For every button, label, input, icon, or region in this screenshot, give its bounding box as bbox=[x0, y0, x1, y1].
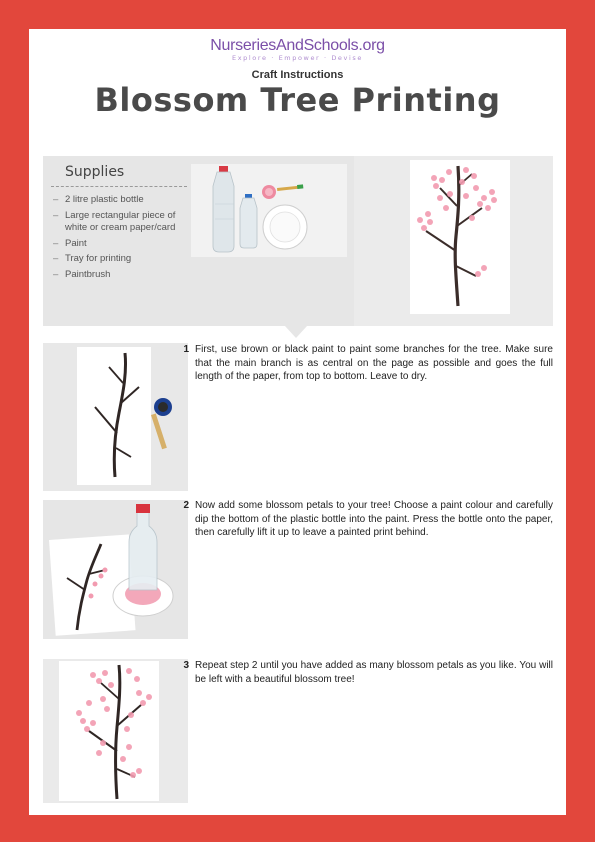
finished-tree-photo bbox=[354, 156, 553, 326]
page-title: Blossom Tree Printing bbox=[94, 81, 501, 119]
speech-pointer bbox=[285, 326, 307, 338]
brand-tagline: Explore · Empower · Devise bbox=[232, 54, 363, 62]
brand-logo[interactable]: NurseriesAndSchools.org bbox=[210, 37, 385, 54]
step-2-number: 2 bbox=[183, 500, 189, 511]
supply-item: – 2 litre plastic bottle bbox=[53, 194, 195, 207]
step-3-number: 3 bbox=[183, 660, 189, 671]
supplies-panel bbox=[43, 156, 553, 326]
supply-item: – Tray for printing bbox=[53, 253, 195, 266]
supplies-divider bbox=[51, 186, 187, 187]
supply-item: – Paint bbox=[53, 238, 195, 251]
step-2-photo bbox=[43, 500, 188, 639]
page-kicker: Craft Instructions bbox=[251, 69, 344, 81]
step-3-text: Repeat step 2 until you have added as many blossom petals as you like. You will be left with a beautiful blossom tree! bbox=[195, 660, 553, 685]
supply-item: – Large rectangular piece of white or cream paper/card bbox=[53, 210, 195, 235]
step-1-photo bbox=[43, 343, 188, 491]
step-1-text: First, use brown or black paint to paint some branches for the tree. Make sure that the main branch is as central on the page as possible and goes the full length of the paper, from top to bottom. Leave to dry. bbox=[195, 344, 553, 382]
step-3-photo bbox=[43, 659, 188, 803]
step-1-number: 1 bbox=[183, 344, 189, 355]
worksheet-page bbox=[29, 29, 566, 815]
supplies-list bbox=[53, 194, 195, 284]
supply-item: – Paintbrush bbox=[53, 269, 195, 282]
supplies-photo bbox=[191, 164, 347, 257]
supplies-heading: Supplies bbox=[65, 164, 125, 180]
step-2-text: Now add some blossom petals to your tree! Choose a paint colour and carefully dip the bottom of the plastic bottle into the paint. Press the bottle onto the paper, then carefully lift it up to leave a painted print behind. bbox=[195, 500, 553, 538]
